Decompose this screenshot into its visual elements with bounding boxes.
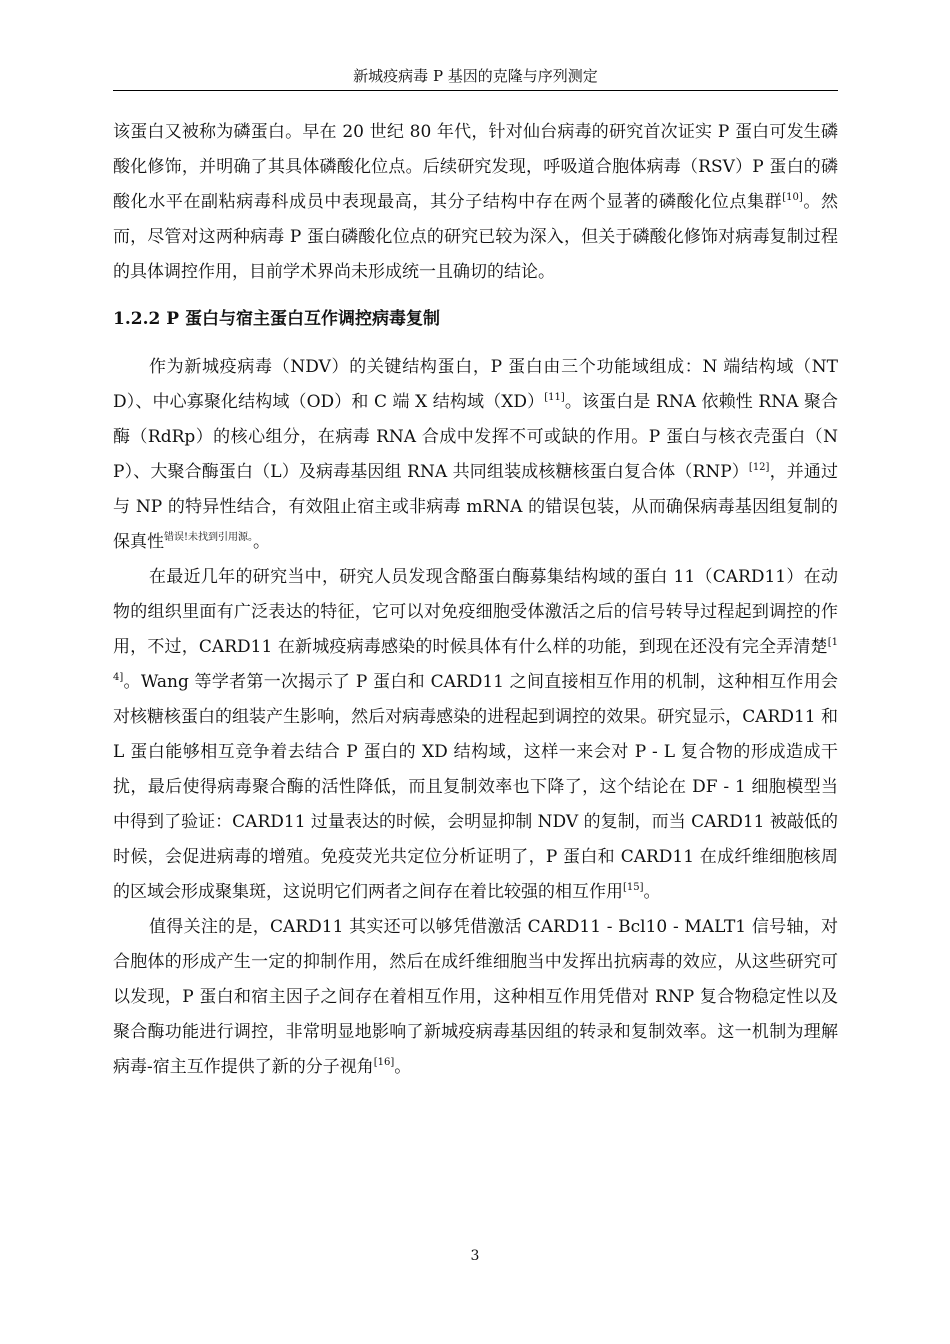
text: 。该蛋白是 RNA 依赖性 RNA 聚合酶（RdRp）的核心组分，在病毒 RNA 合成中发挥不可或缺的作用。P 蛋白与核衣壳蛋白（NP）、大聚合酶蛋白（L）及病毒基因组 RNA 共同组装成核糖核蛋白复合体（RNP）: [113, 392, 838, 482]
citation[interactable]: [11]: [544, 392, 565, 403]
text: 值得关注的是，CARD11 其实还可以够凭借激活 CARD11 - Bcl10 - MALT1 信号轴，对合胞体的形成产生一定的抑制作用，然后在成纤维细胞当中发挥出抗病毒的效应，从这些研究可以发现，P 蛋白和宿主因子之间存在着相互作用，这种相互作用凭借对 RNP 复合物稳定性以及聚合酶功能进行调控，非常明显地影响了新城疫病毒基因组的转录和复制效率。这一机制为理解病毒-宿主互作提供了新的分子视角: [113, 917, 838, 1077]
citation[interactable]: [12]: [748, 462, 770, 473]
text: 。然而，尽管对这两种病毒 P 蛋白磷酸化位点的研究已较为深入，但关于磷酸化修饰对病毒复制过程的具体调控作用，目前学术界尚未形成统一且确切的结论。: [113, 192, 839, 282]
citation[interactable]: [15]: [623, 882, 644, 893]
paragraph-4: [113, 910, 838, 1085]
text: 在最近几年的研究当中，研究人员发现含酪蛋白酶募集结构域的蛋白 11（CARD11）在动物的组织里面有广泛表达的特征，它可以对免疫细胞受体激活之后的信号转导过程起到调控的作用，不过，CARD11 在新城疫病毒感染的时候具体有什么样的功能，到现在还没有完全弄清楚: [113, 567, 838, 657]
citation[interactable]: [14]: [113, 637, 838, 683]
text: 。: [253, 532, 271, 552]
section-heading: 1.2.2 P 蛋白与宿主蛋白互作调控病毒复制: [113, 309, 440, 329]
text: 该蛋白又被称为磷蛋白。早在 20 世纪 80 年代，针对仙台病毒的研究首次证实 P 蛋白可发生磷酸化修饰，并明确了其具体磷酸化位点。后续研究发现，呼吸道合胞体病毒（RSV）P 蛋白的磷酸化水平在副粘病毒科成员中表现最高，其分子结构中存在两个显著的磷酸化位点集群: [113, 122, 838, 212]
running-header: 新城疫病毒 P 基因的克隆与序列测定: [113, 66, 838, 91]
text: 。: [643, 882, 661, 902]
text: 。Wang 等学者第一次揭示了 P 蛋白和 CARD11 之间直接相互作用的机制，这种相互作用会对核糖核蛋白的组装产生影响，然后对病毒感染的进程起到调控的效果。研究显示，CARD11 和 L 蛋白能够相互竞争着去结合 P 蛋白的 XD 结构域，这样一来会对 P - L 复合物的形成造成干扰，最后使得病毒聚合酶的活性降低，而且复制效率也下降了，这个结论在 DF - 1 细胞模型当中得到了验证：CARD11 过量表达的时候，会明显抑制 NDV 的复制，而当 CARD11 被敲低的时候，会促进病毒的增殖。免疫荧光共定位分析证明了，P 蛋白和 CARD11 在成纤维细胞核周的区域会形成聚集斑，这说明它们两者之间存在着比较强的相互作用: [113, 672, 838, 902]
text: 作为新城疫病毒（NDV）的关键结构蛋白，P 蛋白由三个功能域组成：N 端结构域（NTD）、中心寡聚化结构域（OD）和 C 端 X 结构域（XD）: [113, 357, 838, 412]
citation[interactable]: [16]: [373, 1057, 395, 1068]
paragraph-3: [113, 560, 838, 910]
reference-error-note: 错误!未找到引用源。: [164, 532, 254, 543]
page-number: 3: [470, 1248, 480, 1264]
paragraph-2: [113, 350, 838, 560]
citation[interactable]: [10]: [782, 192, 803, 203]
paragraph-1: [113, 115, 838, 290]
text: 。: [394, 1057, 412, 1077]
body-text: [113, 115, 838, 1085]
text: ，并通过与 NP 的特异性结合，有效阻止宿主或非病毒 mRNA 的错误包装，从而确保病毒基因组复制的保真性: [113, 462, 838, 552]
